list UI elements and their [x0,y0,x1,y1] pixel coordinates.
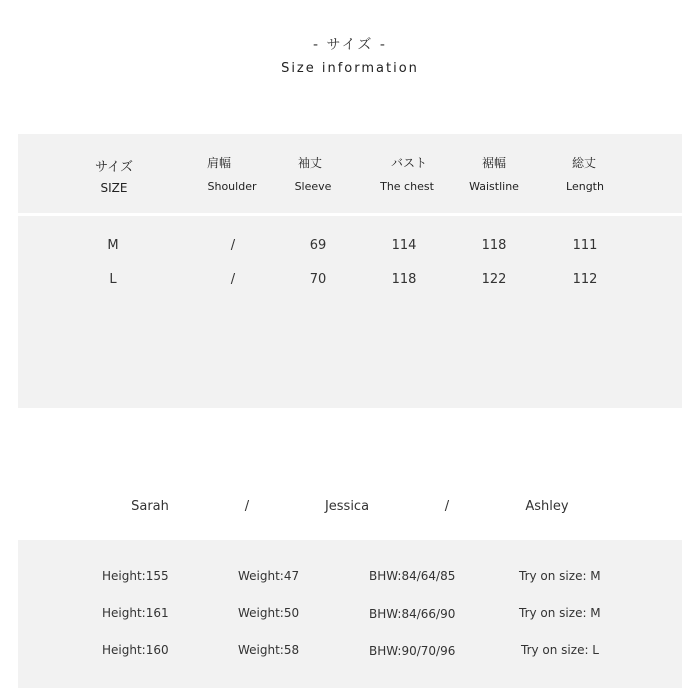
chest-cell: 114 [391,238,417,253]
size-cell: M [107,238,119,253]
model-try-on-size: Try on size: M [519,606,601,620]
model-measurements-table [18,540,682,688]
model-bhw: BHW:84/66/90 [369,607,456,621]
model-bhw: BHW:84/64/85 [369,569,456,583]
model-separator: / [444,499,450,514]
column-header-sleeve [255,154,365,193]
column-header-en: Waistline [469,180,519,193]
column-header-en: Shoulder [207,180,257,193]
header-divider [18,213,682,216]
model-name-ashley: Ashley [525,499,569,514]
column-header-jp: バスト [390,156,427,170]
column-header-en: SIZE [100,181,128,195]
shoulder-cell: / [230,272,236,287]
model-try-on-size: Try on size: L [521,643,599,657]
waistline-cell: 118 [481,238,507,253]
model-weight: Weight:50 [238,606,300,620]
model-separator: / [244,499,250,514]
size-cell: L [109,272,117,287]
chest-cell: 118 [391,272,417,287]
length-cell: 112 [572,272,598,287]
column-header-en: Sleeve [294,180,332,193]
waistline-cell: 122 [481,272,507,287]
length-cell: 111 [572,238,598,253]
model-try-on-size: Try on size: M [519,569,601,583]
model-bhw: BHW:90/70/96 [369,644,456,658]
column-header-jp: 総丈 [571,156,596,170]
section-title-jp: - サイズ - [313,37,387,53]
sleeve-cell: 69 [309,238,327,253]
model-weight: Weight:58 [238,643,300,657]
column-header-jp: 袖丈 [297,156,322,170]
column-header-jp: 裾幅 [481,156,506,170]
model-name-jessica: Jessica [324,499,370,514]
column-header-size [59,156,169,195]
model-weight: Weight:47 [238,569,300,583]
size-table [18,134,682,408]
model-height: Height:155 [102,569,169,583]
column-header-jp: 肩幅 [206,156,231,170]
model-height: Height:160 [102,643,169,657]
model-name-sarah: Sarah [131,499,169,514]
model-height: Height:161 [102,606,169,620]
sleeve-cell: 70 [309,272,327,287]
column-header-en: Length [566,180,604,193]
column-header-jp: サイズ [95,160,133,175]
model-names-row [0,499,700,519]
column-header-length [529,154,639,193]
shoulder-cell: / [230,238,236,253]
column-header-en: The chest [380,180,434,193]
section-title-en: Size information [281,61,419,76]
